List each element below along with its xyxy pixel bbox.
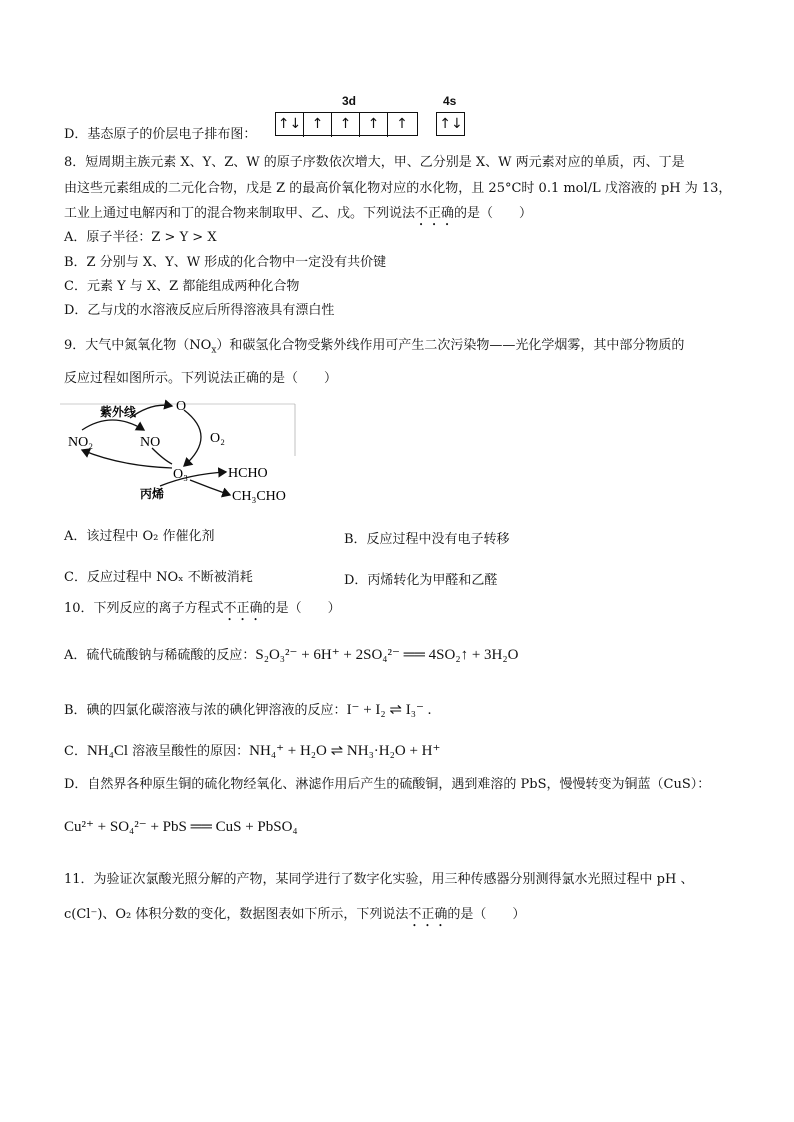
orbital-box-3d xyxy=(275,112,418,136)
equation: NH₄⁺ + H₂O ⇌ NH₃·H₂O + H⁺ xyxy=(249,743,441,759)
orbital-cell: ↑↓ xyxy=(439,116,463,132)
orbital-cell: ↑ xyxy=(360,113,388,137)
q9-option-a: A．该过程中 O₂ 作催化剂 xyxy=(64,529,215,544)
q8-option-a: A．原子半径：Z > Y > X xyxy=(64,230,217,245)
orbital-cell: ↑ xyxy=(396,116,408,132)
emphasis-text: 不正确 xyxy=(408,907,448,922)
q8-stem-line1: 8．短周期主族元素 X、Y、Z、W 的原子序数依次增大，甲、乙分别是 X、W 两元素对应的单质，丙、丁是 xyxy=(64,155,685,170)
no-label: NO xyxy=(140,435,161,450)
q8-stem-line3: 工业上通过电解丙和丁的混合物来制取甲、乙、戊。下列说法不正确的是（ ） xyxy=(64,206,533,221)
q8-option-c: C．元素 Y 与 X、Z 都能组成两种化合物 xyxy=(64,279,300,294)
orbital-cell: ↑↓ xyxy=(276,113,304,137)
q10-option-a: A．硫代硫酸钠与稀硫酸的反应：S₂O₃²⁻ + 6H⁺ + 2SO₄²⁻ ══ 4SO₂↑ + 3H₂O xyxy=(64,647,519,663)
q9-option-d: D．丙烯转化为甲醛和乙醛 xyxy=(344,573,498,588)
q8-stem-line2: 由这些元素组成的二元化合物，戊是 Z 的最高价氧化物对应的水化物，且 25°C时 0.1 mol/L 戊溶液的 pH 为 13， xyxy=(64,181,732,196)
equation: I⁻ + I₂ ⇌ I₃⁻ . xyxy=(346,702,432,718)
arrow-to-o xyxy=(130,405,172,418)
q9-option-c: C．反应过程中 NOₓ 不断被消耗 xyxy=(64,570,253,585)
no2-label: NO₂ xyxy=(68,435,94,450)
q10-option-b: B．碘的四氯化碳溶液与浓的碘化钾溶液的反应：I⁻ + I₂ ⇌ I₃⁻ . xyxy=(64,702,432,718)
q8-option-d: D．乙与戊的水溶液反应后所得溶液具有漂白性 xyxy=(64,303,335,318)
emphasis-text: 不正确 xyxy=(223,601,263,616)
o-label: O xyxy=(176,399,187,414)
arrow-to-hcho xyxy=(160,472,226,486)
propene-label: 丙烯 xyxy=(140,487,165,501)
q9-stem-line2: 反应过程如图所示。下列说法正确的是（ ） xyxy=(64,371,338,386)
uv-label: 紫外线 xyxy=(100,405,137,419)
arrow-o-to-o3 xyxy=(184,410,201,466)
arrow-to-ch3cho xyxy=(190,480,230,495)
orbital-cell: ↑ xyxy=(332,113,360,137)
emphasis-text: 不正确 xyxy=(415,206,455,221)
ch3cho-label: CH₃CHO xyxy=(232,489,286,504)
q8-option-b: B．Z 分别与 X、Y、W 形成的化合物中一定没有共价键 xyxy=(64,255,387,270)
q11-stem-line1: 11．为验证次氯酸光照分解的产物，某同学进行了数字化实验，用三种传感器分别测得氯水光照过程中 pH 、 xyxy=(64,872,694,887)
q10-stem: 10．下列反应的离子方程式不正确的是（ ） xyxy=(64,601,341,616)
orbital-box-4s xyxy=(436,112,465,136)
arrow-no2-to-no xyxy=(82,420,144,430)
reaction-diagram xyxy=(60,396,310,508)
q9-option-b: B．反应过程中没有电子转移 xyxy=(344,532,510,547)
q7-option-d: D．基态原子的价层电子排布图： xyxy=(64,127,257,142)
q10-option-d: D．自然界各种原生铜的硫化物经氧化、淋滤作用后产生的硫酸铜，遇到难溶的 PbS，慢慢转变为铜蓝（CuS）： xyxy=(64,777,711,792)
o3-label: O₃ xyxy=(173,467,188,482)
orbital-label-3d: 3d xyxy=(342,94,357,108)
equation: S₂O₃²⁻ + 6H⁺ + 2SO₄²⁻ ══ 4SO₂↑ + 3H₂O xyxy=(255,647,519,663)
o2-label: O₂ xyxy=(210,431,225,446)
arrow-no-join xyxy=(152,448,172,464)
q11-stem-line2: c(Cl⁻)、O₂ 体积分数的变化，数据图表如下所示，下列说法不正确的是（ ） xyxy=(64,907,526,922)
hcho-label: HCHO xyxy=(228,466,268,481)
orbital-label-4s: 4s xyxy=(443,94,457,108)
q10-option-c: C．NH₄Cl 溶液呈酸性的原因：NH₄⁺ + H₂O ⇌ NH₃·H₂O + H⁺ xyxy=(64,743,441,759)
orbital-cell: ↑ xyxy=(304,113,332,137)
q10-option-d-equation: Cu²⁺ + SO₄²⁻ + PbS ══ CuS + PbSO₄ xyxy=(64,819,298,835)
arrow-o3-to-no2 xyxy=(82,450,172,468)
q9-stem-line1: 9．大气中氮氧化物$(NO_x)$和碳氢化合物受紫外线作用可产生二次污染物——光化学烟雾，其中部分物质的 xyxy=(64,338,685,356)
